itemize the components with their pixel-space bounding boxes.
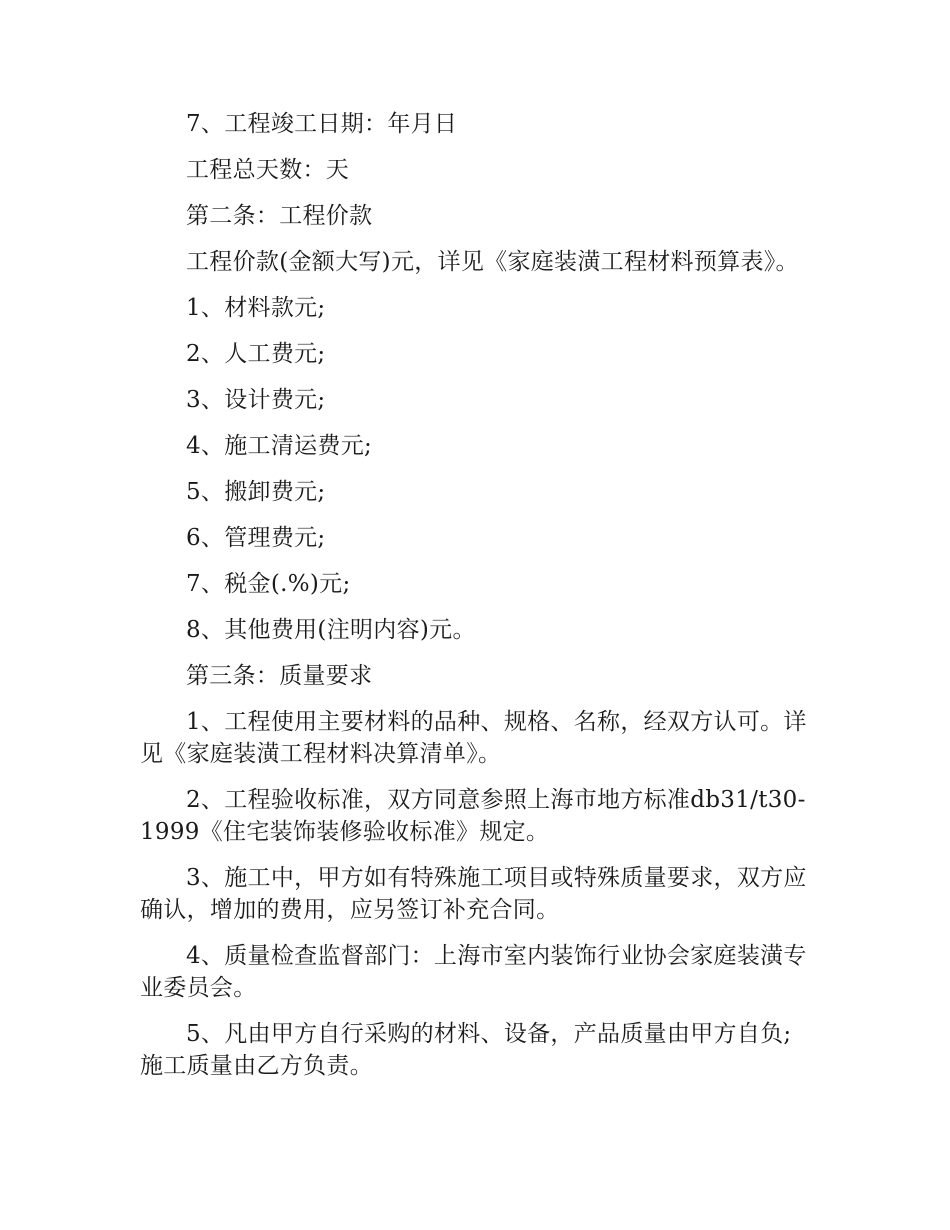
list-item-management-fee: 6、管理费元; xyxy=(186,525,326,551)
completion-date-line: 7、工程竣工日期：年月日 xyxy=(186,111,458,137)
list-item-tax: 7、税金(.%)元; xyxy=(186,571,351,597)
list-item-other-fees: 8、其他费用(注明内容)元。 xyxy=(186,617,476,643)
quality-item-2: 2、工程验收标准，双方同意参照上海市地方标准db31/t30-1999《住宅装饰装修验收标准》规定。 xyxy=(140,787,806,845)
list-item-cleanup-fee: 4、施工清运费元; xyxy=(186,433,373,459)
quality-item-1: 1、工程使用主要材料的品种、规格、名称，经双方认可。详见《家庭装潢工程材料决算清单》。 xyxy=(140,709,807,767)
quality-item-3: 3、施工中，甲方如有特殊施工项目或特殊质量要求，双方应确认，增加的费用，应另签订补充合同。 xyxy=(140,865,807,923)
list-item-labor-fee: 2、人工费元; xyxy=(186,341,326,367)
quality-item-5: 5、凡由甲方自行采购的材料、设备，产品质量由甲方自负;施工质量由乙方负责。 xyxy=(140,1021,792,1079)
document-body xyxy=(140,108,812,1096)
total-days-line: 工程总天数：天 xyxy=(186,157,350,183)
list-item-design-fee: 3、设计费元; xyxy=(186,387,326,413)
list-item-material-fee: 1、材料款元; xyxy=(186,295,326,321)
quality-item-4: 4、质量检查监督部门：上海市室内装饰行业协会家庭装潢专业委员会。 xyxy=(140,943,807,1001)
article-two-heading: 第二条：工程价款 xyxy=(186,203,373,229)
project-price-paragraph: 工程价款(金额大写)元，详见《家庭装潢工程材料预算表》。 xyxy=(186,249,799,275)
list-item-handling-fee: 5、搬卸费元; xyxy=(186,479,326,505)
article-three-heading: 第三条：质量要求 xyxy=(186,663,373,689)
